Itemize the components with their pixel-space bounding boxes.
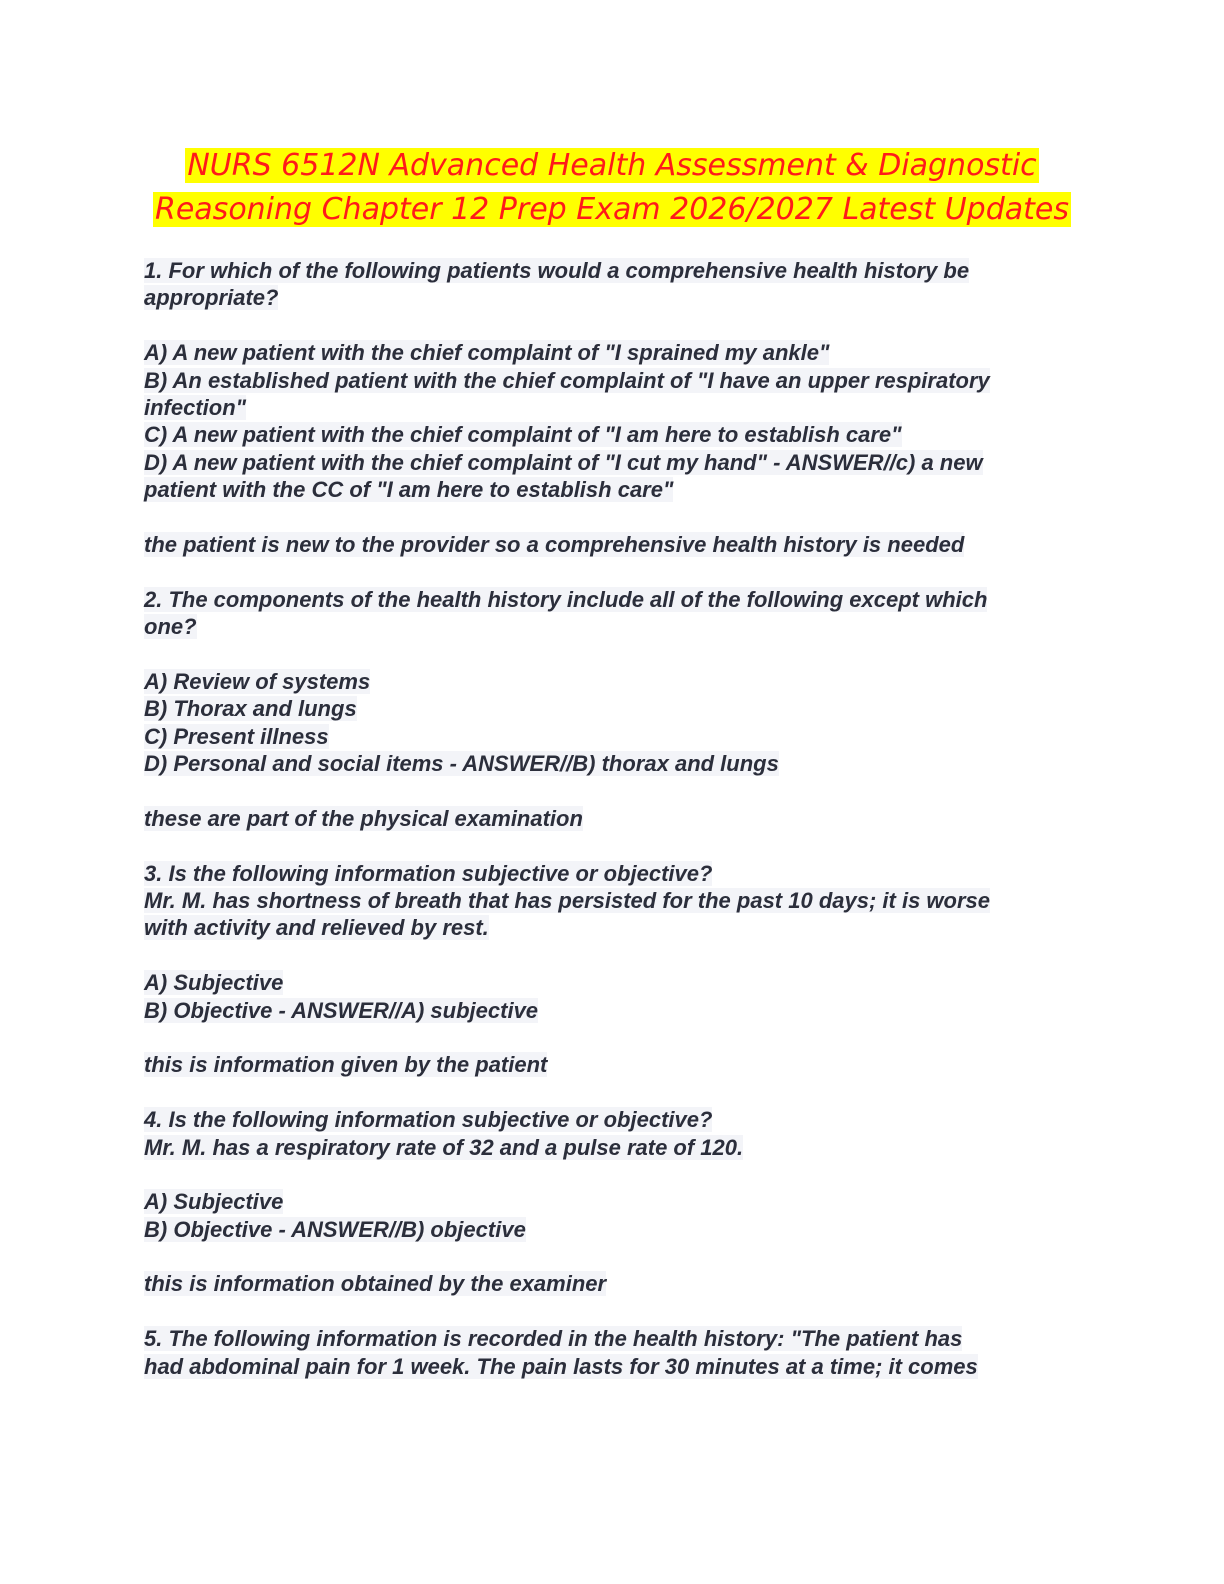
- blank-line: [144, 1298, 1084, 1325]
- text-line: patient with the CC of "I am here to establish care": [144, 477, 674, 503]
- text-line: C) A new patient with the chief complaint of "I am here to establish care": [144, 422, 902, 448]
- text-line: 5. The following information is recorded in the health history: "The patient has: [144, 1326, 963, 1352]
- text-line: 1. For which of the following patients would a comprehensive health history be: [144, 258, 970, 283]
- blank-line: [144, 942, 1084, 969]
- text-line: with activity and relieved by rest.: [144, 915, 489, 941]
- text-line: B) Objective - ANSWER//B) objective: [144, 1216, 526, 1242]
- blank-line: [144, 558, 1084, 585]
- text-line: D) A new patient with the chief complaint of "I cut my hand" - ANSWER//c) a new: [144, 449, 983, 475]
- document-body: [144, 257, 1084, 1380]
- text-line: B) Objective - ANSWER//A) subjective: [144, 997, 539, 1023]
- text-line: A) A new patient with the chief complaint of "I sprained my ankle": [144, 340, 830, 366]
- blank-line: [144, 832, 1084, 859]
- text-line: B) Thorax and lungs: [144, 696, 357, 722]
- text-line: these are part of the physical examination: [144, 805, 583, 831]
- title-line-1: NURS 6512N Advanced Health Assessment & Diagnostic: [187, 148, 1037, 183]
- text-line: B) An established patient with the chief complaint of "I have an upper respiratory: [144, 367, 990, 393]
- text-line: A) Subjective: [144, 970, 284, 996]
- blank-line: [144, 312, 1084, 339]
- text-line: appropriate?: [144, 285, 279, 311]
- blank-line: [144, 1243, 1084, 1270]
- blank-line: [144, 1161, 1084, 1188]
- text-line: C) Present illness: [144, 723, 329, 749]
- text-line: 4. Is the following information subjective or objective?: [144, 1107, 713, 1133]
- blank-line: [144, 1079, 1084, 1106]
- text-line: A) Subjective: [144, 1189, 284, 1215]
- text-line: D) Personal and social items - ANSWER//B) thorax and lungs: [144, 751, 779, 777]
- text-line: Mr. M. has shortness of breath that has persisted for the past 10 days; it is worse: [144, 887, 991, 913]
- text-line: infection": [144, 394, 247, 420]
- text-line: this is information obtained by the examiner: [144, 1271, 607, 1297]
- blank-line: [144, 777, 1084, 804]
- blank-line: [144, 504, 1084, 531]
- title-line-2: Reasoning Chapter 12 Prep Exam 2026/2027 Latest Updates: [155, 192, 1069, 227]
- blank-line: [144, 1024, 1084, 1051]
- document-title: [0, 144, 1224, 232]
- blank-line: [144, 640, 1084, 667]
- text-line: this is information given by the patient: [144, 1052, 548, 1078]
- text-line: 2. The components of the health history include all of the following except which: [144, 586, 988, 612]
- text-line: one?: [144, 614, 197, 640]
- text-line: Mr. M. has a respiratory rate of 32 and a pulse rate of 120.: [144, 1134, 744, 1160]
- text-line: A) Review of systems: [144, 668, 371, 694]
- text-line: the patient is new to the provider so a comprehensive health history is needed: [144, 531, 965, 557]
- text-line: had abdominal pain for 1 week. The pain lasts for 30 minutes at a time; it comes: [144, 1353, 978, 1379]
- text-line: 3. Is the following information subjective or objective?: [144, 860, 713, 886]
